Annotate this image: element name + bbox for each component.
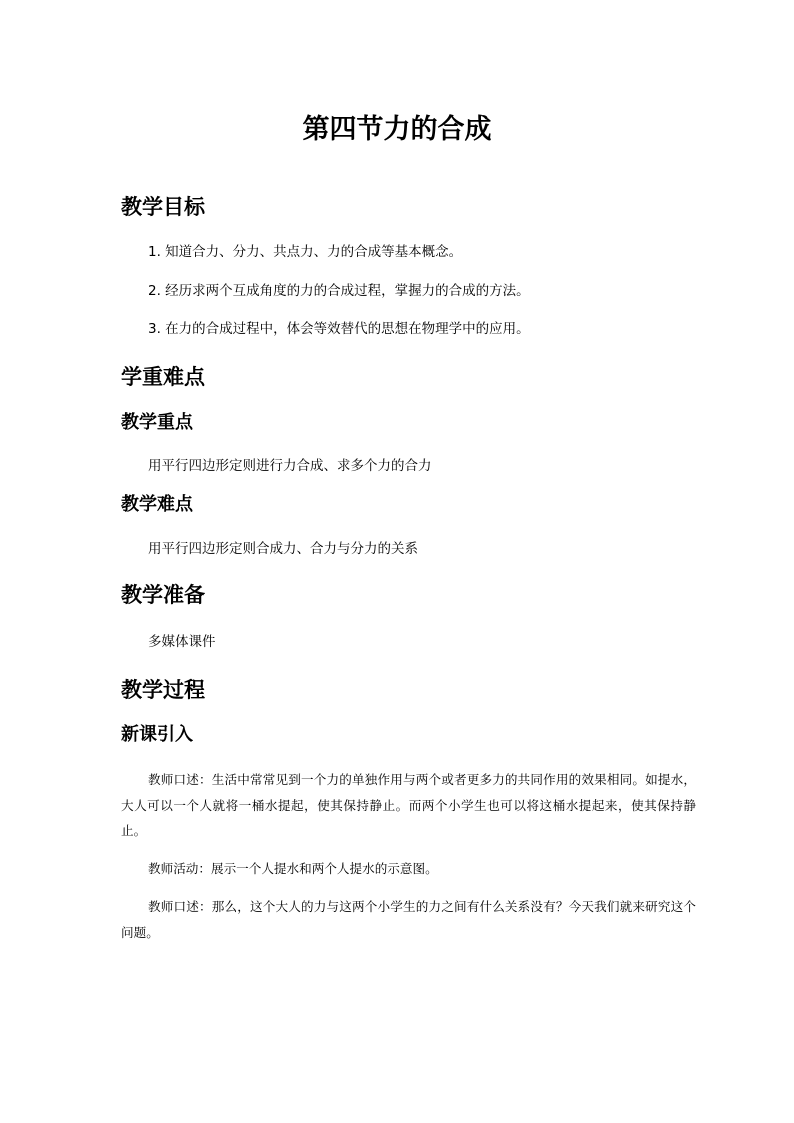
intro-paragraph-2: 教师活动：展示一个人提水和两个人提水的示意图。 [148, 861, 438, 876]
heading-teaching-goals: 教学目标 [121, 195, 205, 219]
heading-difficult-point: 教学难点 [121, 494, 193, 515]
goal-item-3: 3. 在力的合成过程中，体会等效替代的思想在物理学中的应用。 [148, 321, 530, 337]
difficult-point-text: 用平行四边形定则合成力、合力与分力的关系 [148, 541, 418, 557]
heading-key-difficult: 学重难点 [121, 365, 205, 389]
heading-teaching-process: 教学过程 [121, 678, 205, 702]
intro-paragraph-3: 教师口述：那么，这个大人的力与这两个小学生的力之间有什么关系没有？今天我们就来研究这个问题。 [121, 899, 696, 940]
heading-preparation: 教学准备 [121, 583, 205, 607]
document-title: 第四节力的合成 [302, 114, 492, 145]
key-point-text: 用平行四边形定则进行力合成、求多个力的合力 [148, 458, 432, 474]
goal-item-1: 1. 知道合力、分力、共点力、力的合成等基本概念。 [148, 244, 463, 260]
heading-lesson-intro: 新课引入 [121, 724, 193, 745]
goal-item-2: 2. 经历求两个互成角度的力的合成过程，掌握力的合成的方法。 [148, 283, 530, 299]
intro-paragraph-1: 教师口述：生活中常常见到一个力的单独作用与两个或者更多力的共同作用的效果相同。如提水，大人可以一个人就将一桶水提起，使其保持静止。而两个小学生也可以将这桶水提起来，使其保持静止。 [121, 772, 696, 838]
heading-key-point: 教学重点 [121, 412, 193, 433]
preparation-text: 多媒体课件 [148, 634, 216, 650]
